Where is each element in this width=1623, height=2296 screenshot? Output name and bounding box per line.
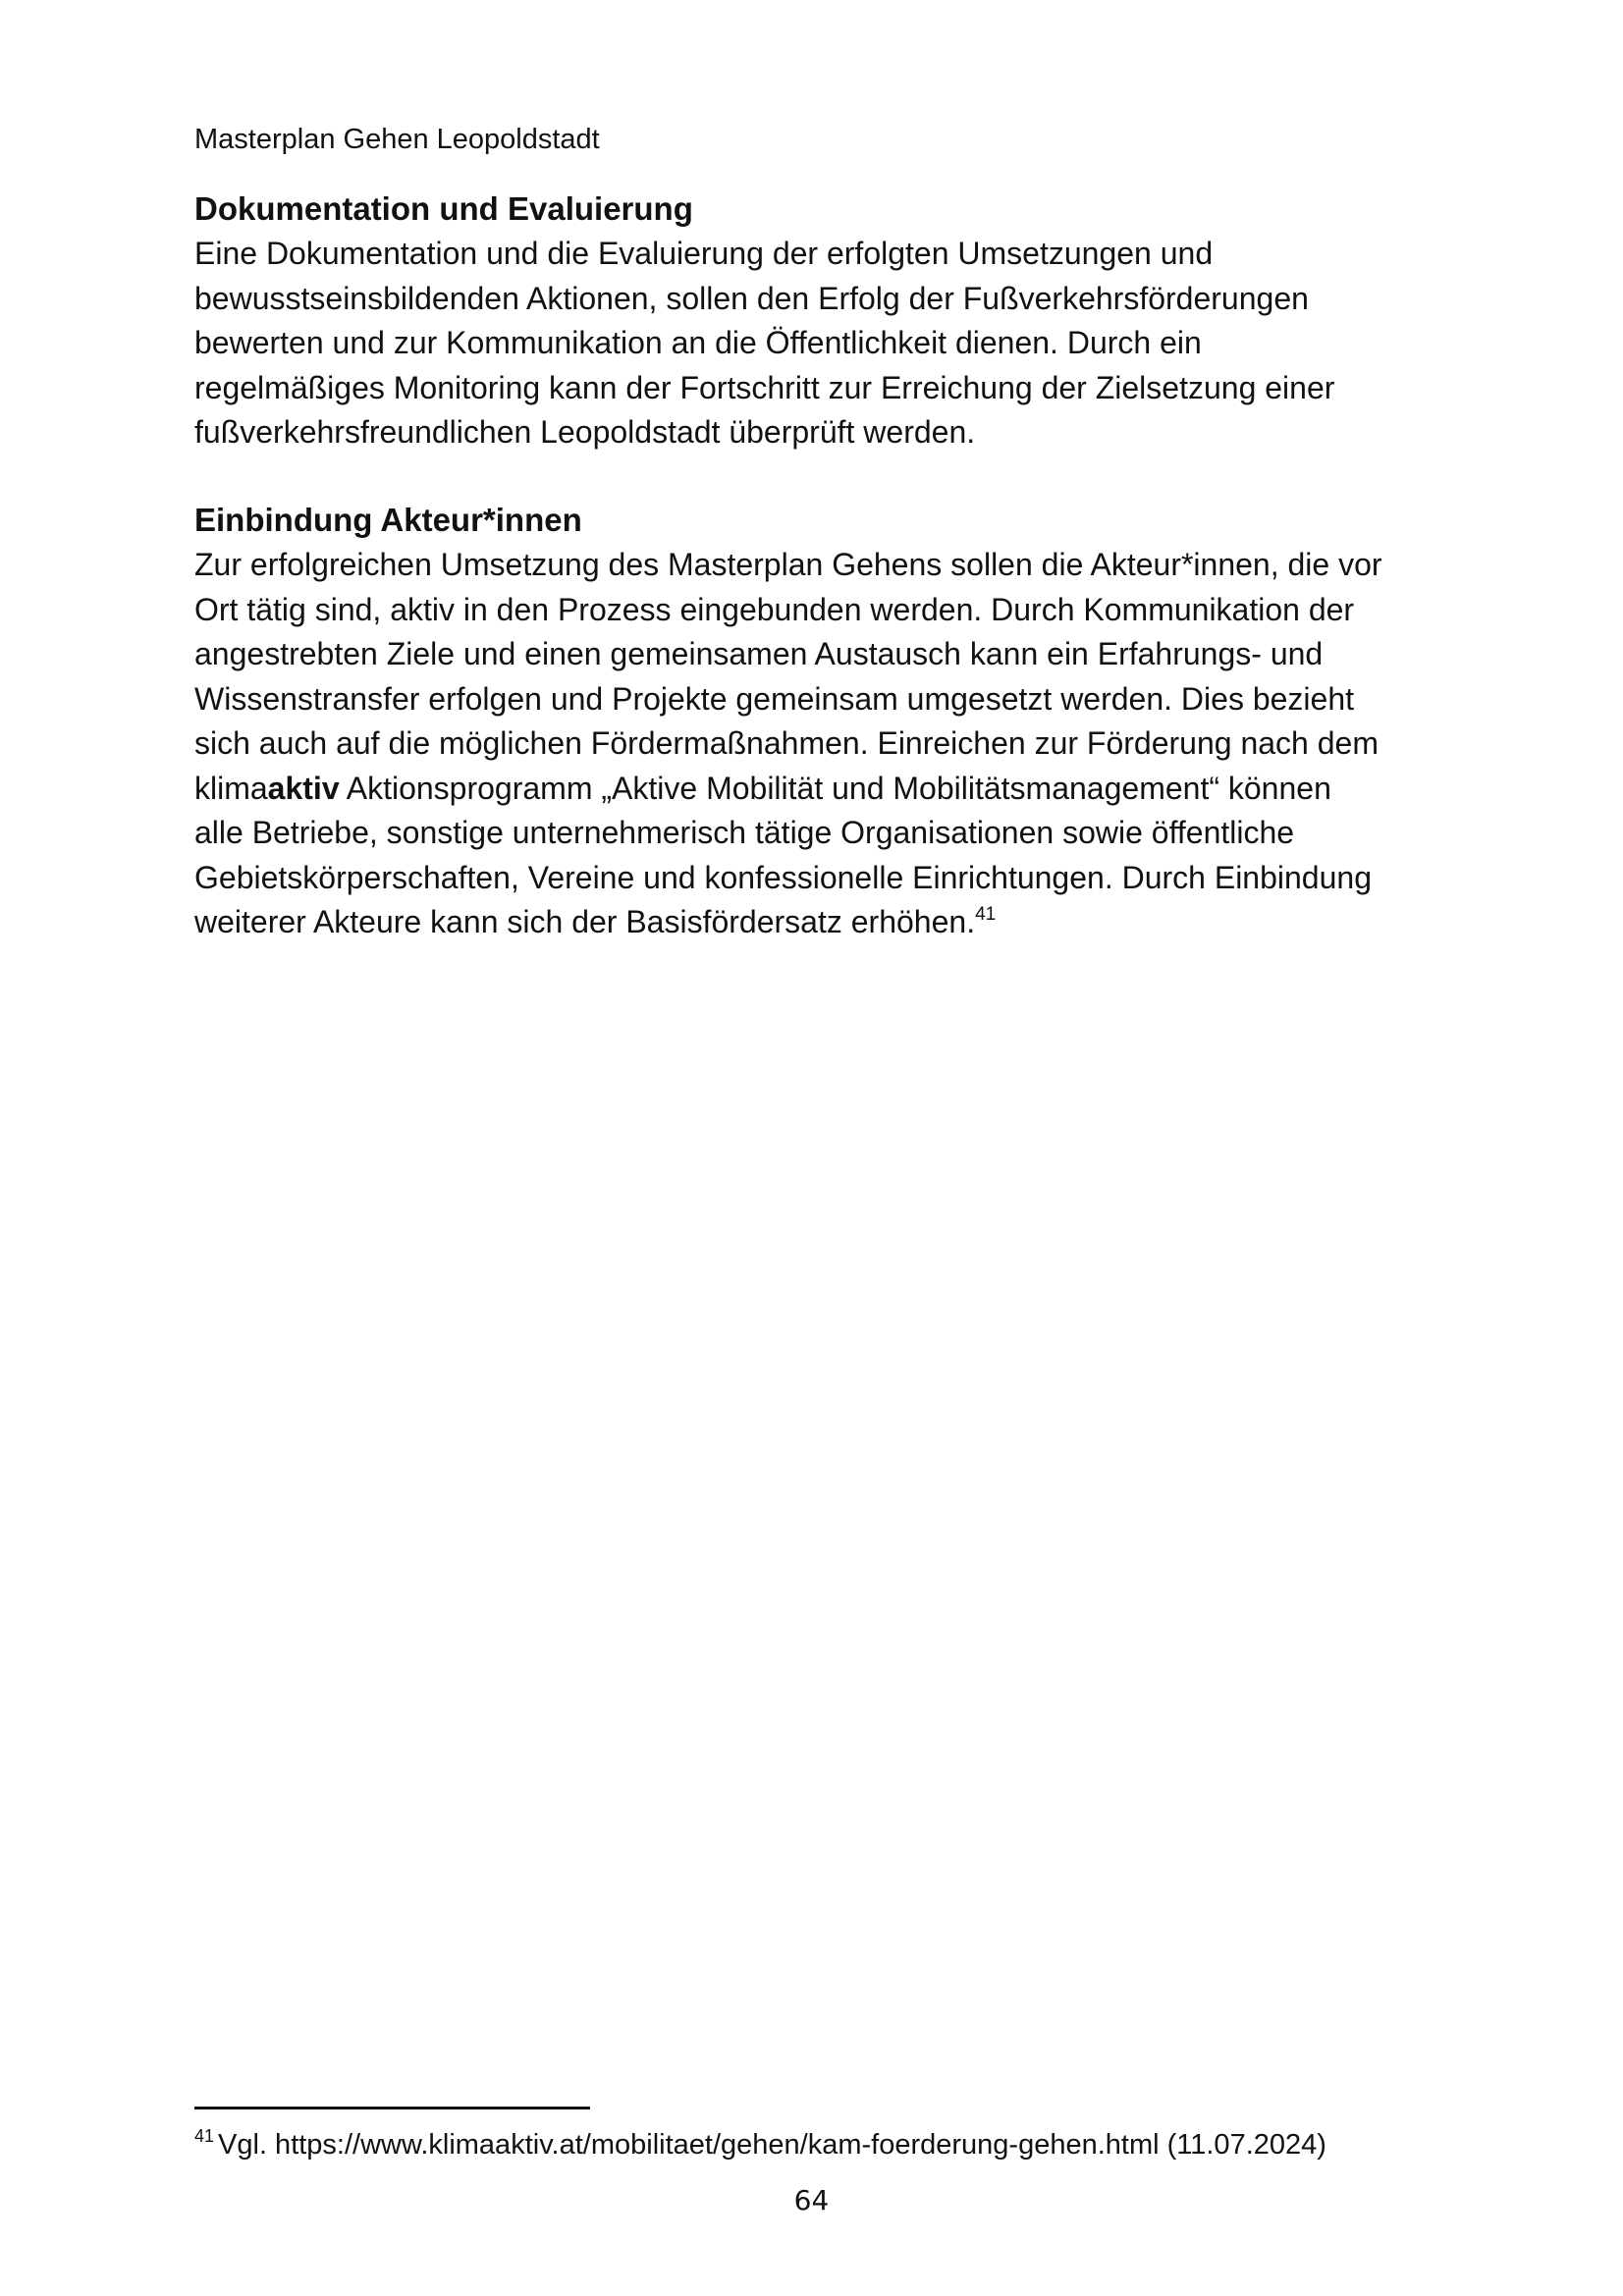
footnote-divider (194, 2107, 590, 2109)
section-paragraph (194, 232, 1451, 455)
running-header: Masterplan Gehen Leopoldstadt (194, 124, 600, 155)
paragraph-line: Zur erfolgreichen Umsetzung des Masterplan Gehens sollen die Akteur*innen, die vor (194, 547, 1382, 582)
line-remainder: Aktionsprogramm „Aktive Mobilität und Mobilitätsmanagement“ können (339, 770, 1331, 806)
paragraph-line: regelmäßiges Monitoring kann der Fortschritt zur Erreichung der Zielsetzung einer (194, 369, 1335, 405)
footnote-text: Vgl. https://www.klimaaktiv.at/mobilitaet/gehen/kam-foerderung-gehen.html (11.07.2024) (218, 2129, 1326, 2161)
section-paragraph (194, 543, 1451, 945)
paragraph-line: bewerten und zur Kommunikation an die Öffentlichkeit dienen. Durch ein (194, 325, 1202, 360)
paragraph-line: Ort tätig sind, aktiv in den Prozess eingebunden werden. Durch Kommunikation der (194, 591, 1355, 627)
paragraph-line: Eine Dokumentation und die Evaluierung der erfolgten Umsetzungen und (194, 236, 1214, 271)
paragraph-line: alle Betriebe, sonstige unternehmerisch tätige Organisationen sowie öffentliche (194, 815, 1295, 850)
paragraph-line (194, 767, 1451, 812)
brand-name-bold: aktiv (267, 770, 340, 806)
section-dokumentation-evaluierung (194, 187, 1451, 455)
footnote-number: 41 (194, 2126, 215, 2146)
footnote (194, 2125, 1326, 2164)
footnote-reference[interactable]: 41 (975, 904, 997, 925)
line-text: weiterer Akteure kann sich der Basisfördersatz erhöhen. (194, 904, 976, 939)
paragraph-line: sich auch auf die möglichen Fördermaßnahmen. Einreichen zur Förderung nach dem (194, 725, 1379, 761)
page-number: 64 (793, 2184, 830, 2216)
section-heading: Einbindung Akteur*innen (194, 502, 582, 538)
paragraph-line: fußverkehrsfreundlichen Leopoldstadt überprüft werden. (194, 414, 976, 450)
brand-name-prefix: klima (194, 770, 268, 806)
section-heading: Dokumentation und Evaluierung (194, 190, 693, 227)
paragraph-line: Gebietskörperschaften, Vereine und konfessionelle Einrichtungen. Durch Einbindung (194, 859, 1372, 895)
paragraph-line: bewusstseinsbildenden Aktionen, sollen den Erfolg der Fußverkehrsförderungen (194, 280, 1309, 316)
paragraph-line: Wissenstransfer erfolgen und Projekte gemeinsam umgesetzt werden. Dies bezieht (194, 680, 1355, 717)
section-einbindung-akteurinnen (194, 498, 1451, 945)
paragraph-line (194, 900, 1451, 945)
paragraph-line: angestrebten Ziele und einen gemeinsamen Austausch kann ein Erfahrungs- und (194, 636, 1324, 671)
